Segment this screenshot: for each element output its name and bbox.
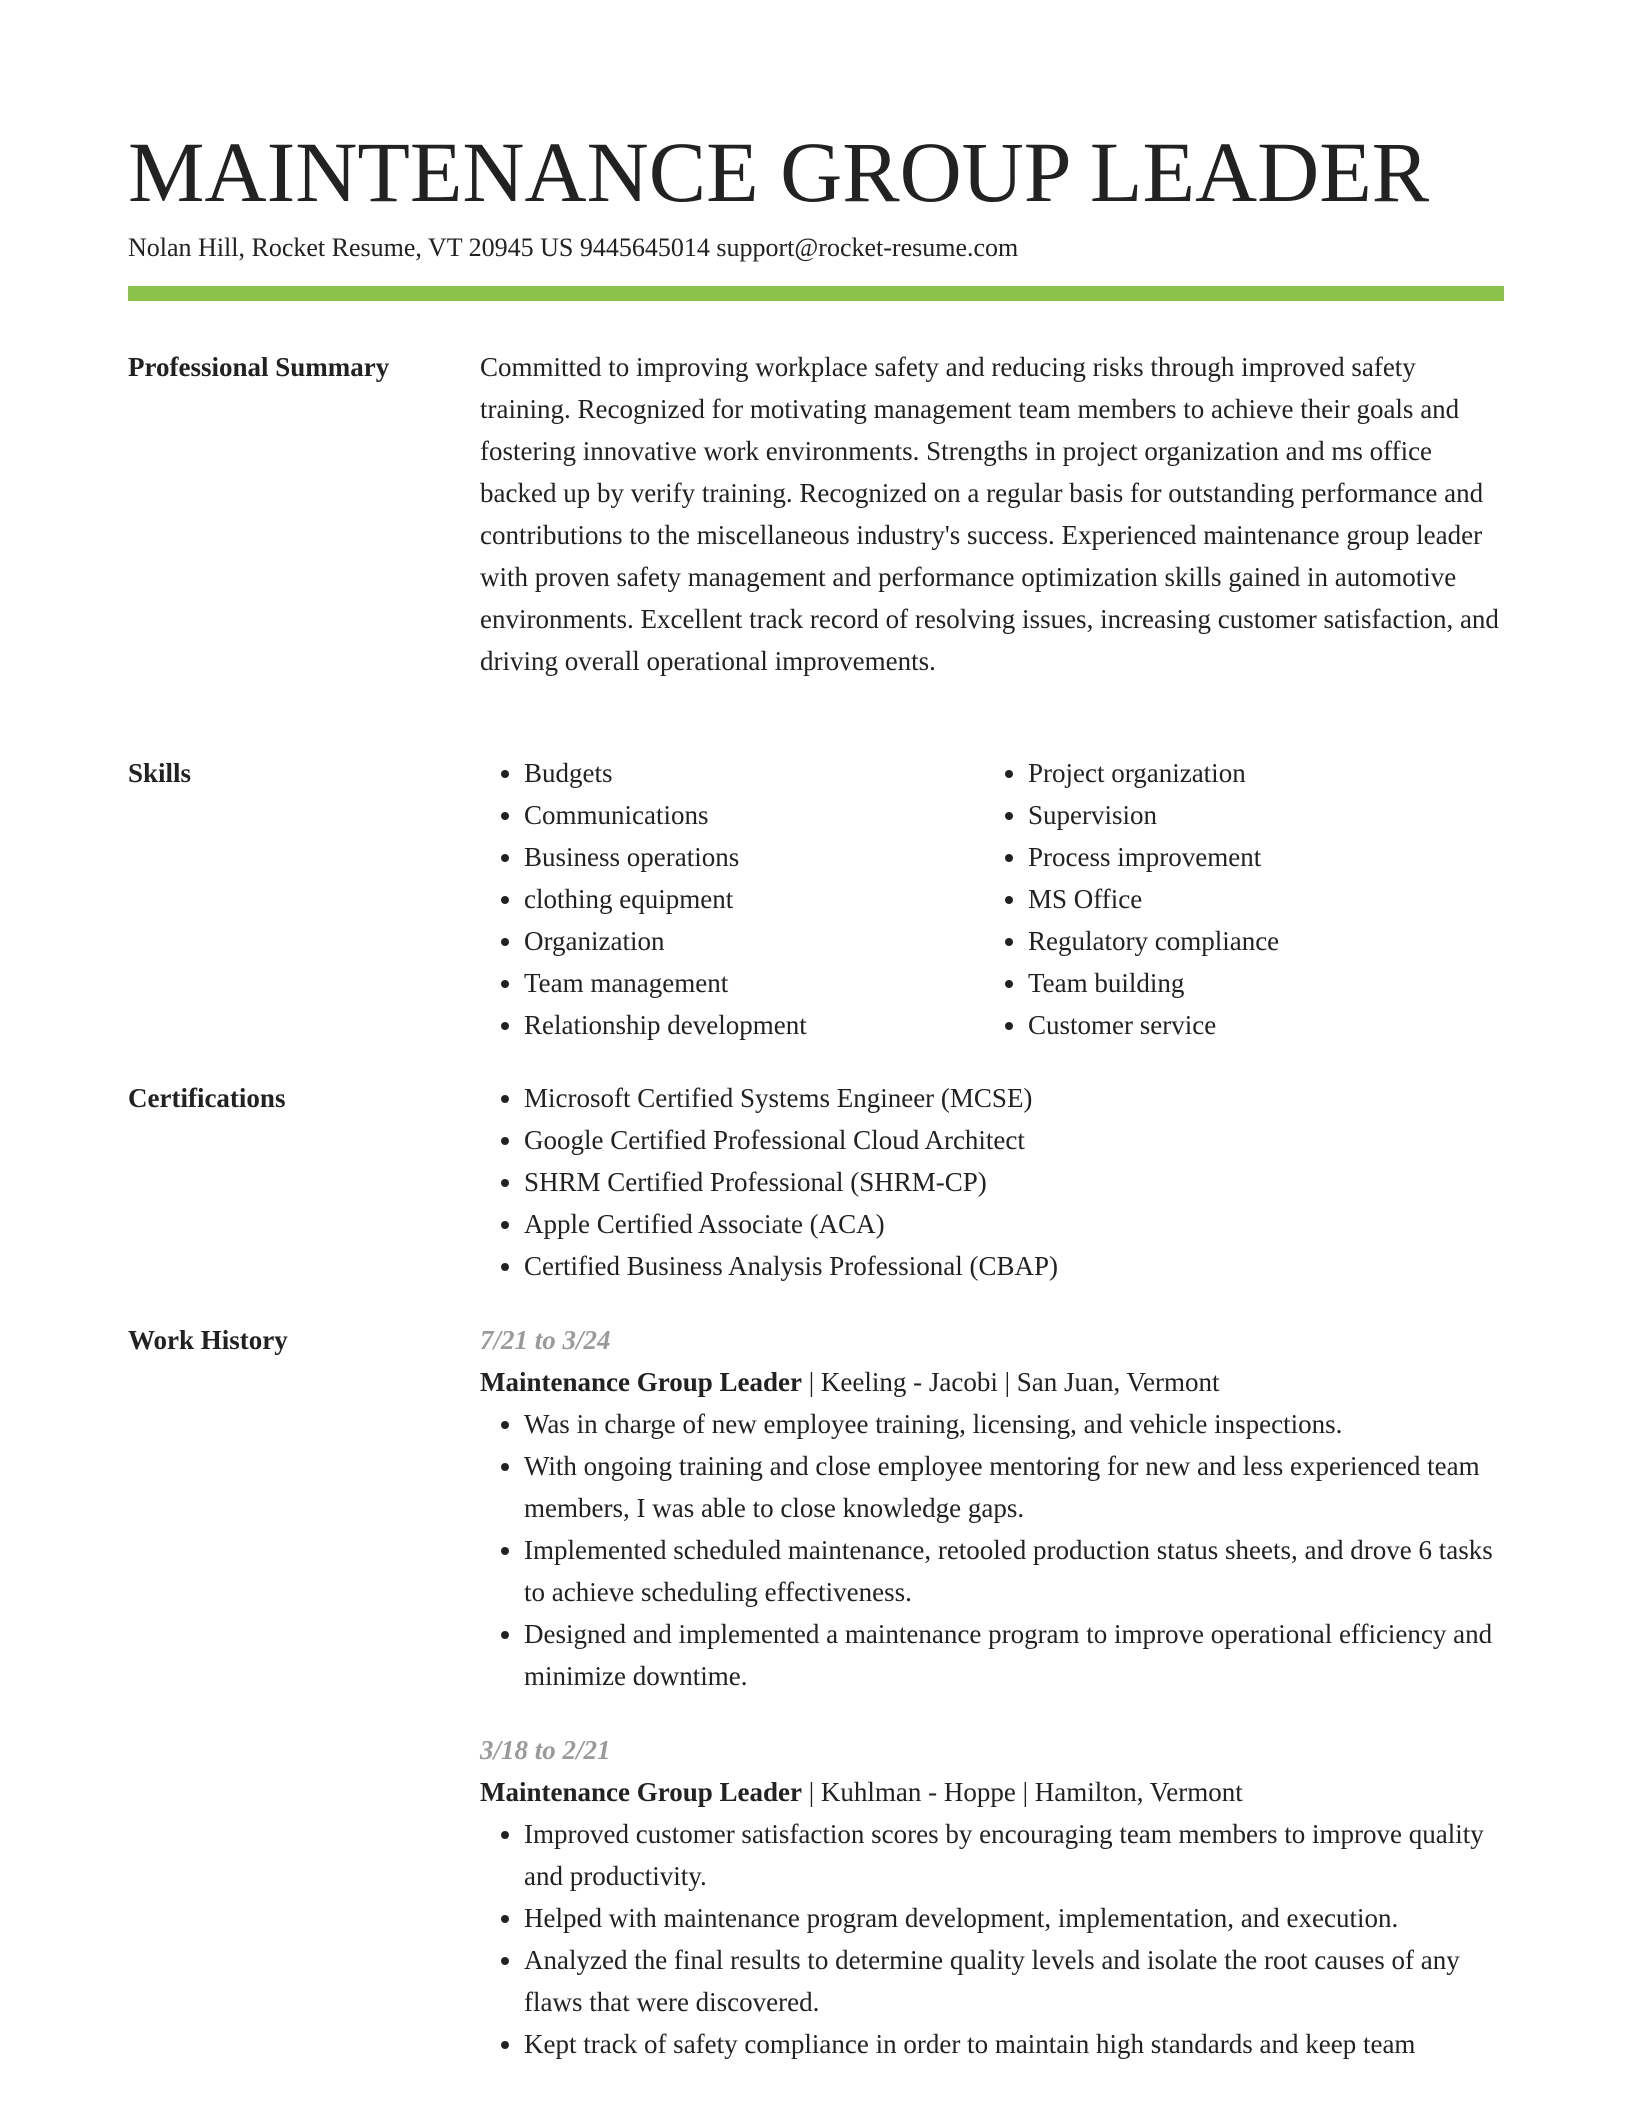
- list-item: • Improved customer satisfaction scores by encouraging team members to improve quality and productivity.: [524, 1813, 1504, 1897]
- list-item: • Team building: [1028, 962, 1488, 1004]
- list-item: • Budgets: [524, 752, 984, 794]
- list-item: • Apple Certified Associate (ACA): [524, 1203, 1504, 1245]
- certifications-label: Certifications: [128, 1083, 286, 1113]
- list-item: • Google Certified Professional Cloud Architect: [524, 1119, 1504, 1161]
- skills-label: Skills: [128, 758, 192, 788]
- job-dates: 7/21 to 3/24: [480, 1325, 611, 1355]
- job-title: Maintenance Group Leader: [480, 1367, 802, 1397]
- job-entry: [480, 1729, 1504, 2065]
- certifications-body: [480, 1077, 1504, 1287]
- job-details: | Kuhlman - Hoppe | Hamilton, Vermont: [801, 1777, 1243, 1807]
- list-item: • Kept track of safety compliance in order to maintain high standards and keep team: [524, 2023, 1504, 2065]
- list-item: • Relationship development: [524, 1004, 984, 1046]
- list-item: • Was in charge of new employee training, licensing, and vehicle inspections.: [524, 1403, 1504, 1445]
- list-item: • Organization: [524, 920, 984, 962]
- skills-column-right: [984, 752, 1488, 1046]
- job-bullets: [480, 1813, 1504, 2065]
- list-item: • Customer service: [1028, 1004, 1488, 1046]
- list-item: • SHRM Certified Professional (SHRM-CP): [524, 1161, 1504, 1203]
- skills-body: [480, 752, 1504, 1046]
- list-item: • Certified Business Analysis Professional (CBAP): [524, 1245, 1504, 1287]
- list-item: • clothing equipment: [524, 878, 984, 920]
- list-item: • Supervision: [1028, 794, 1488, 836]
- list-item: • Helped with maintenance program development, implementation, and execution.: [524, 1897, 1504, 1939]
- summary-text: Committed to improving workplace safety and reducing risks through improved safety training. Recognized for motivating management team members to achieve their goals and fostering innovative work environments. Strengths in project organization and ms office backed up by verify training. Recognized on a regular basis for outstanding performance and contributions to the miscellaneous industry's success. Experienced maintenance group leader with proven safety management and performance optimization skills gained in automotive environments. Excellent track record of resolving issues, increasing customer satisfaction, and driving overall operational improvements.: [480, 352, 1499, 676]
- contact-info: Nolan Hill, Rocket Resume, VT 20945 US 9445645014 support@rocket-resume.com: [128, 233, 1019, 262]
- list-item: • Business operations: [524, 836, 984, 878]
- job-bullets: [480, 1403, 1504, 1697]
- skills-column-left: [480, 752, 984, 1046]
- list-item: • Microsoft Certified Systems Engineer (MCSE): [524, 1077, 1504, 1119]
- list-item: • Implemented scheduled maintenance, retooled production status sheets, and drove 6 tasks to achieve scheduling effectiveness.: [524, 1529, 1504, 1613]
- list-item: • Designed and implemented a maintenance program to improve operational efficiency and minimize downtime.: [524, 1613, 1504, 1697]
- job-heading: [480, 1361, 1504, 1403]
- list-item: • With ongoing training and close employee mentoring for new and less experienced team members, I was able to close knowledge gaps.: [524, 1445, 1504, 1529]
- job-details: | Keeling - Jacobi | San Juan, Vermont: [801, 1367, 1220, 1397]
- work-history-label: Work History: [128, 1325, 288, 1355]
- list-item: • Team management: [524, 962, 984, 1004]
- job-heading: [480, 1771, 1504, 1813]
- list-item: • Process improvement: [1028, 836, 1488, 878]
- resume-title: MAINTENANCE GROUP LEADER: [128, 124, 1430, 220]
- job-title: Maintenance Group Leader: [480, 1777, 802, 1807]
- summary-body: [480, 346, 1504, 682]
- list-item: • Communications: [524, 794, 984, 836]
- summary-label: Professional Summary: [128, 352, 390, 382]
- list-item: • Analyzed the final results to determine quality levels and isolate the root causes of any flaws that were discovered.: [524, 1939, 1504, 2023]
- job-dates: 3/18 to 2/21: [480, 1735, 611, 1765]
- job-entry: [480, 1319, 1504, 1697]
- accent-divider: [128, 286, 1504, 301]
- list-item: • MS Office: [1028, 878, 1488, 920]
- list-item: • Project organization: [1028, 752, 1488, 794]
- work-history-body: [480, 1319, 1504, 2065]
- list-item: • Regulatory compliance: [1028, 920, 1488, 962]
